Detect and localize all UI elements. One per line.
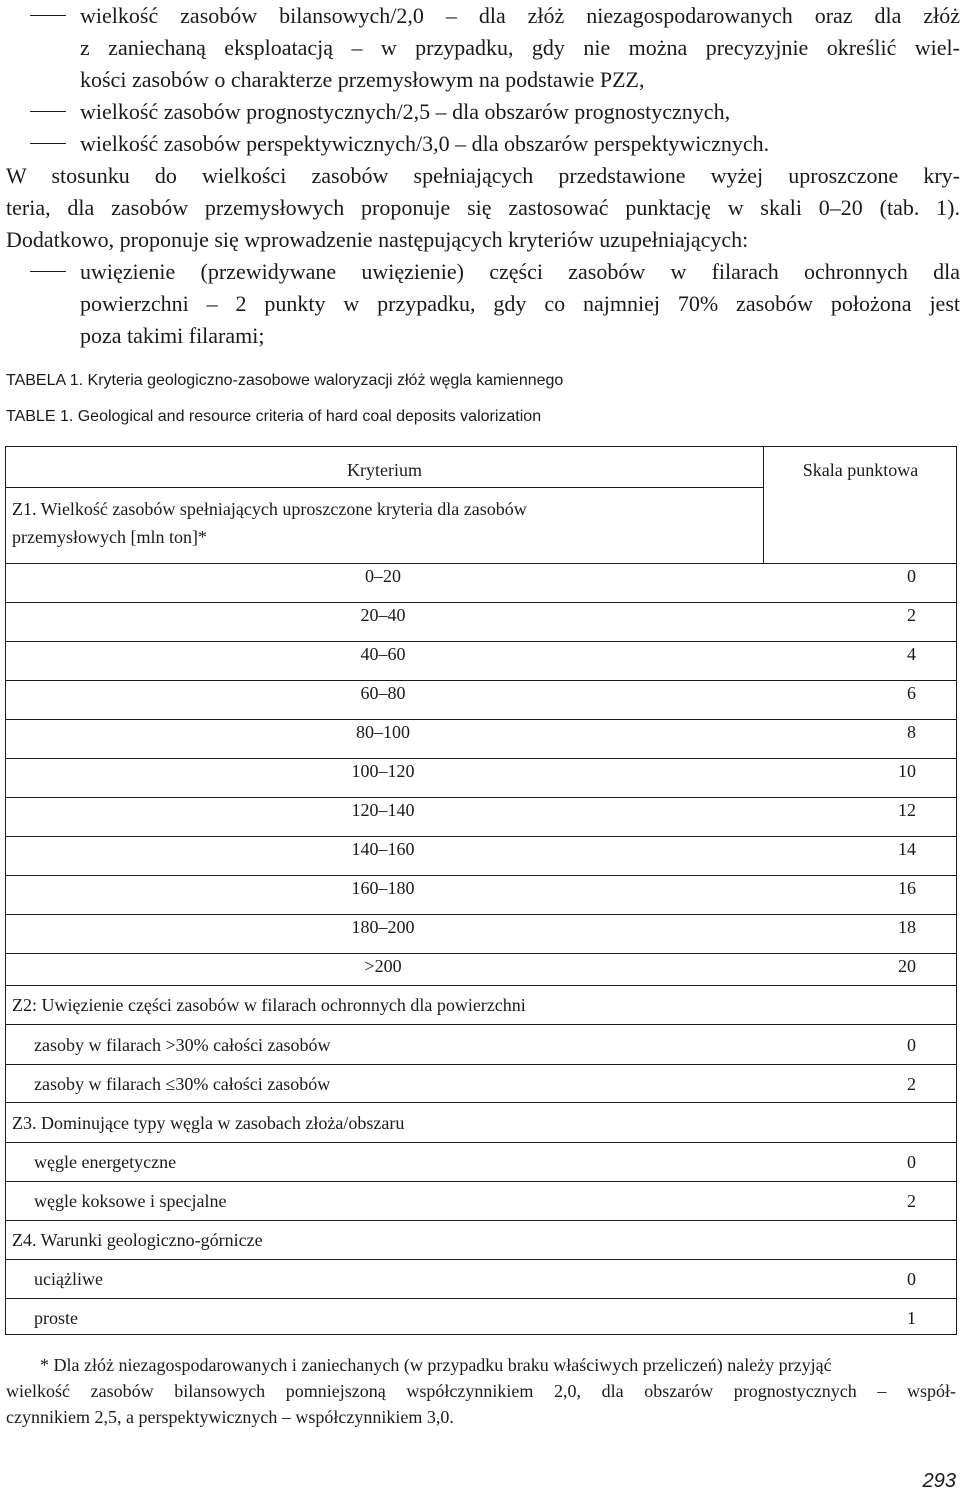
page-number: 293 — [922, 1470, 956, 1492]
z1-range: 140–160 — [351, 839, 415, 859]
bullet-line: kości zasobów o charakterze przemysłowym na podstawie PZZ, — [80, 67, 645, 92]
footnote-line: wielkość zasobów bilansowych pomniejszoną współczynnikiem 2,0, dla obszarów prognostycznych – współ- — [6, 1381, 956, 1401]
z1-range: 0–20 — [365, 566, 401, 586]
z1-range: 180–200 — [351, 917, 415, 937]
z1-points: 20 — [898, 956, 916, 976]
bullet-line: wielkość zasobów bilansowych/2,0 – dla złóż niezagospodarowanych oraz dla złóż — [80, 3, 960, 28]
z3-points: 2 — [907, 1191, 916, 1211]
bullet-line: uwięzienie (przewidywane uwięzienie) części zasobów w filarach ochronnych dla — [80, 259, 960, 284]
paragraph-line: W stosunku do wielkości zasobów spełniających przedstawione wyżej uproszczone kry- — [6, 163, 960, 188]
body-paragraph — [6, 160, 960, 256]
table-caption-en: TABLE 1. Geological and resource criteria of hard coal deposits valorization — [6, 408, 542, 425]
z1-range: 40–60 — [360, 644, 406, 664]
criteria-table — [5, 446, 957, 1335]
z1-points: 18 — [898, 917, 916, 937]
bullet-pillar-entrapment — [30, 256, 960, 352]
z4-option: proste — [34, 1308, 78, 1328]
paragraph-line: teria, dla zasobów przemysłowych proponuje się zastosować punktację w skali 0–20 (tab. 1). — [6, 195, 960, 220]
row-separator — [6, 985, 956, 986]
row-separator — [6, 1142, 956, 1143]
bullet-perspective-resources — [30, 128, 960, 160]
row-separator — [6, 1259, 956, 1260]
bullet-prognostic-resources — [30, 96, 960, 128]
z1-range: 100–120 — [351, 761, 415, 781]
bullet-line: wielkość zasobów prognostycznych/2,5 – dla obszarów prognostycznych, — [80, 99, 731, 124]
z1-range: 120–140 — [351, 800, 415, 820]
z1-points: 4 — [907, 644, 916, 664]
z3-title: Z3. Dominujące typy węgla w zasobach złoża/obszaru — [12, 1113, 405, 1133]
header-separator — [6, 487, 763, 488]
dash-marker — [30, 111, 66, 112]
z1-points: 14 — [898, 839, 916, 859]
z4-points: 1 — [907, 1308, 916, 1328]
z2-title: Z2: Uwięzienie części zasobów w filarach ochronnych dla powierzchni — [12, 995, 526, 1015]
z4-option: uciążliwe — [34, 1269, 103, 1289]
footnote-line: * Dla złóż niezagospodarowanych i zaniechanych (w przypadku braku właściwych przeliczeń) należy przyjąć — [40, 1355, 832, 1375]
z3-points: 0 — [907, 1152, 916, 1172]
table-footnote — [6, 1352, 956, 1430]
z1-points: 10 — [898, 761, 916, 781]
row-separator — [6, 1298, 956, 1299]
z1-title-line: Z1. Wielkość zasobów spełniających uproszczone kryteria dla zasobów — [12, 499, 527, 519]
bullet-line: z zaniechaną eksploatacją – w przypadku, gdy nie można precyzyjnie określić wiel- — [80, 35, 960, 60]
z4-title: Z4. Warunki geologiczno-górnicze — [12, 1230, 263, 1250]
z1-range: 160–180 — [351, 878, 415, 898]
z1-points: 8 — [907, 722, 916, 742]
dash-marker — [30, 271, 66, 272]
bullet-line: wielkość zasobów perspektywicznych/3,0 – dla obszarów perspektywicznych. — [80, 131, 770, 156]
z1-range: 80–100 — [356, 722, 410, 742]
footnote-line: czynnikiem 2,5, a perspektywicznych – współczynnikiem 3,0. — [6, 1407, 454, 1427]
z1-points: 2 — [907, 605, 916, 625]
row-separator — [6, 1064, 956, 1065]
z3-option: węgle koksowe i specjalne — [34, 1191, 227, 1211]
z1-range: >200 — [364, 956, 402, 976]
bullet-balance-resources — [30, 0, 960, 96]
z2-option: zasoby w filarach ≤30% całości zasobów — [34, 1074, 331, 1094]
z4-points: 0 — [907, 1269, 916, 1289]
paragraph-line: Dodatkowo, proponuje się wprowadzenie następujących kryteriów uzupełniających: — [6, 227, 749, 252]
z1-points: 12 — [898, 800, 916, 820]
z1-title-line: przemysłowych [mln ton]* — [12, 527, 207, 547]
header-scale: Skala punktowa — [802, 460, 919, 480]
z2-option: zasoby w filarach >30% całości zasobów — [34, 1035, 331, 1055]
row-separator — [6, 1181, 956, 1182]
row-separator — [6, 1220, 956, 1221]
dash-marker — [30, 143, 66, 144]
row-separator — [6, 1102, 956, 1103]
z1-points: 6 — [907, 683, 916, 703]
row-separator — [6, 1024, 956, 1025]
z1-points: 16 — [898, 878, 916, 898]
z1-points: 0 — [907, 566, 916, 586]
z2-points: 2 — [907, 1074, 916, 1094]
z3-option: węgle energetyczne — [34, 1152, 177, 1172]
z2-points: 0 — [907, 1035, 916, 1055]
bullet-line: poza takimi filarami; — [80, 323, 265, 348]
header-criterion: Kryterium — [347, 460, 422, 480]
bullet-line: powierzchni – 2 punkty w przypadku, gdy co najmniej 70% zasobów położona jest — [80, 291, 960, 316]
z1-range: 20–40 — [360, 605, 406, 625]
dash-marker — [30, 15, 66, 16]
table-caption-pl: TABELA 1. Kryteria geologiczno-zasobowe waloryzacji złóż węgla kamiennego — [6, 372, 564, 389]
z1-range: 60–80 — [360, 683, 406, 703]
